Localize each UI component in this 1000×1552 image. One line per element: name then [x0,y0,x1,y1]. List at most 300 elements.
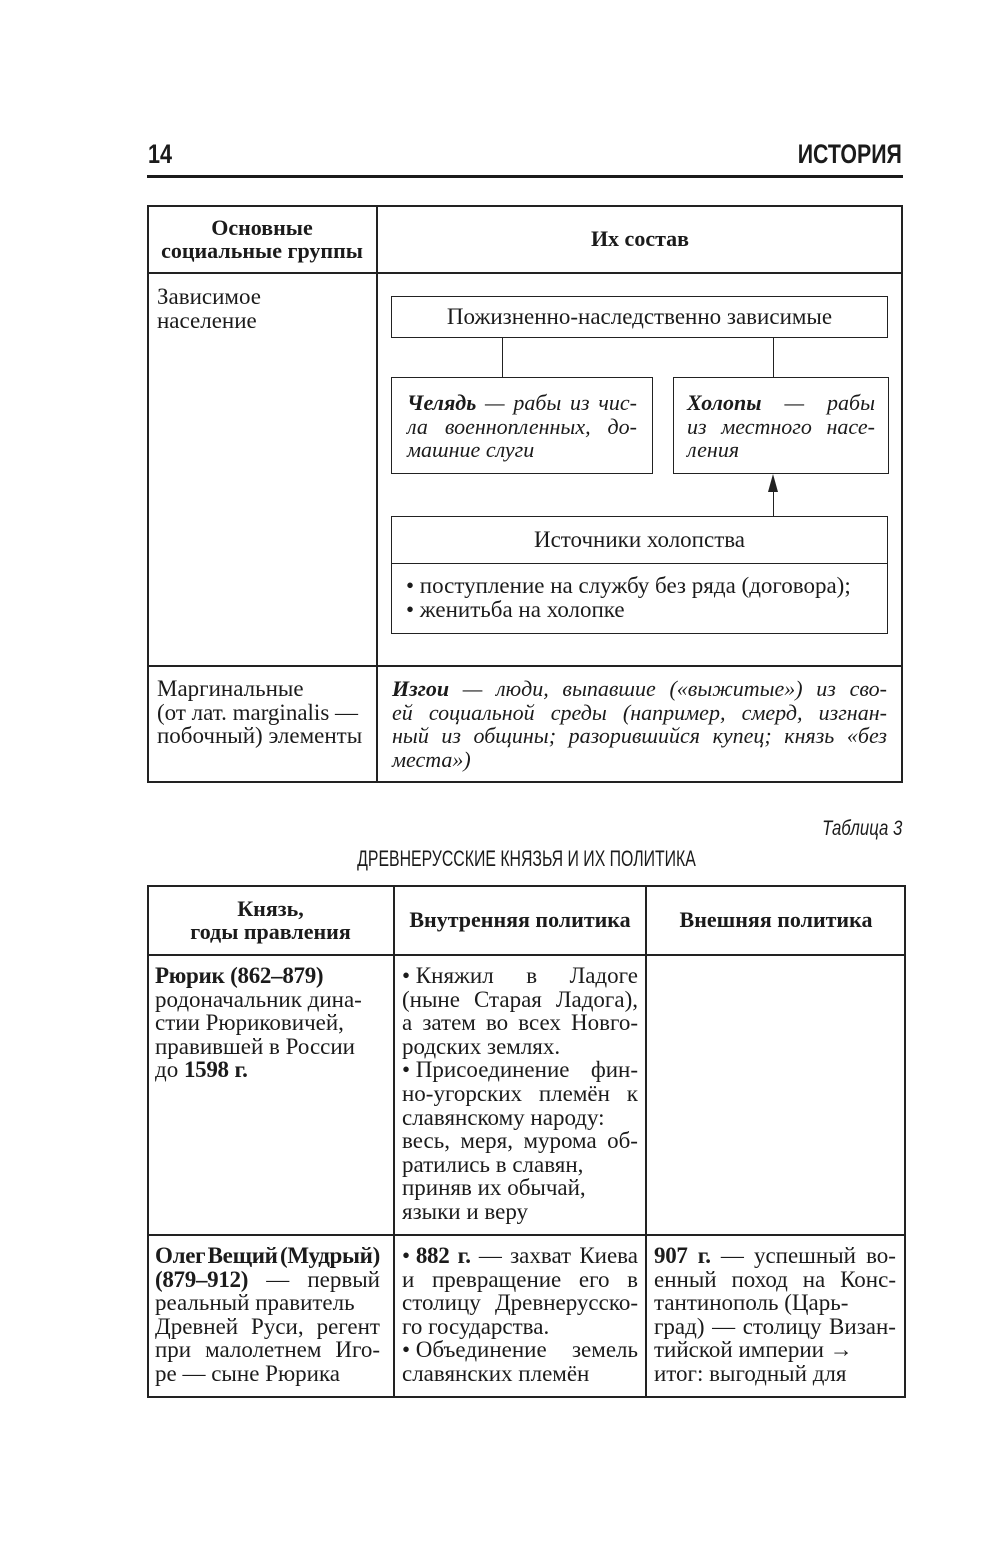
header-prince [147,885,394,955]
text-line [157,724,377,748]
word [570,391,590,415]
word [233,700,330,725]
text-line [155,1362,380,1386]
bold-term: г. [697,1243,711,1268]
text-run: без [655,573,687,598]
text-line [407,391,637,415]
text-run: выгодный [709,1360,807,1386]
text-run: а [402,1010,413,1036]
word [287,238,362,263]
word [513,391,561,415]
text-run: • Присоединение [402,1057,570,1083]
text-run: до [155,1057,179,1083]
princes-policy-table [147,885,906,1398]
word [428,1314,549,1339]
text-run: холопке [546,596,625,622]
bold-term: 1598 [183,1057,229,1083]
text-line [155,1035,380,1059]
word [572,1338,638,1362]
text-run: (Царь- [784,1290,849,1316]
group-marginal-elements [147,666,377,748]
text-line [402,1011,638,1035]
header-internal-policy: Внутренняя политика [409,907,631,932]
word [407,415,428,439]
word [402,1152,490,1177]
word [687,391,761,415]
word [230,963,323,988]
text-line [687,415,875,439]
word [569,724,700,748]
word [518,1361,589,1386]
text-run: ряда [691,573,736,598]
text-line [157,677,377,701]
word [211,215,313,240]
word [627,1268,638,1292]
connector-line [502,338,504,377]
word [392,701,413,725]
word [392,724,429,748]
text-run: насе- [826,413,875,439]
text-run: ла [407,413,428,439]
text-run: — [720,1243,744,1268]
prince-cell [147,955,394,1082]
word [654,1337,733,1362]
text-run: (от [157,699,186,725]
text-run: его [578,1266,610,1292]
text-run: племён [518,1360,590,1386]
text-run: ре [155,1360,177,1386]
text-run: Ладоге [569,963,638,988]
text-run: их [477,1175,502,1201]
table-caption: Таблица 3 [821,817,902,840]
word [463,677,483,701]
text-run: из [441,723,461,749]
word [155,1244,205,1268]
bold-term: Челядь [407,390,477,415]
text-run: град) [654,1313,705,1339]
word [157,676,304,701]
word [709,1361,807,1386]
bold-term: Изгои [392,676,450,701]
text-run: во [485,1010,509,1036]
internal-policy-cell [394,955,646,1224]
word [155,1315,238,1339]
text-line [392,701,887,725]
text-run: го [402,1313,423,1339]
text-run: обычай, [507,1175,586,1201]
text-run: социальной [428,699,535,725]
text-run: веру [484,1198,529,1224]
word [155,1290,249,1315]
diagram-box-kholopy [673,377,889,474]
word [486,1011,508,1035]
bold-term: 907 [654,1243,688,1268]
word [803,1268,826,1292]
word [466,1199,478,1224]
word [478,1175,502,1200]
word [441,724,461,748]
word [654,1315,705,1339]
text-run: слуги [485,437,535,463]
word [422,1011,476,1035]
word [827,391,875,415]
text-run: Рюрика [265,1360,340,1386]
word [486,437,534,462]
text-run: рабы [513,390,562,415]
text-run: ей [392,699,413,725]
text-line [237,897,304,921]
text-run: военнопленных, [444,413,591,439]
bold-term: Рюрик [155,963,225,988]
text-run: фин- [590,1057,638,1083]
text-run: родоначальник [155,986,302,1012]
word [432,1268,561,1292]
section-title: ИСТОРИЯ [797,139,902,169]
external-policy-cell [646,1235,906,1386]
word [402,1361,513,1386]
arrow-shaft [773,490,775,516]
word [507,1175,586,1200]
word [474,988,542,1012]
text-run: но-угорских [402,1080,523,1106]
word [721,415,812,439]
text-line [402,1176,638,1200]
text-line [687,391,875,415]
text-run: места») [392,746,471,772]
word [623,701,726,725]
social-groups-table [147,205,903,783]
text-run: регент [316,1313,380,1339]
group-dependent-population [147,273,377,332]
text-run: социальные [161,238,282,263]
text-run: население [157,307,257,333]
word [402,1129,450,1153]
word [518,597,541,622]
word [192,700,227,725]
text-run: • Княжил [402,963,494,988]
text-line [157,285,377,309]
word [407,391,476,415]
word [208,1244,278,1268]
text-run: Визан- [829,1313,896,1339]
word [402,1291,481,1315]
text-run: чис- [598,390,637,415]
text-run: сво- [849,676,887,701]
diagram-box-chelyad [391,377,653,474]
word [445,415,591,439]
text-run: и [466,1198,479,1224]
word [265,1361,340,1386]
word [402,1338,547,1362]
text-run: группы [287,238,363,263]
word [530,1105,604,1130]
text-line [402,1268,638,1292]
text-line [402,1244,638,1268]
word [155,1338,191,1362]
word [550,573,573,598]
text-line [402,1153,638,1177]
text-run: славян, [512,1151,584,1177]
bold-term: 882 [415,1243,450,1268]
diagram-box-sources [391,516,888,634]
text-line [406,598,873,622]
text-run: Иго- [335,1337,380,1363]
text-run: Ладога), [555,986,638,1012]
word [579,573,650,598]
text-line [654,1338,896,1362]
text-run: Киева [579,1243,638,1268]
word [402,1199,461,1224]
word [157,284,261,309]
word [570,964,638,988]
word [551,701,607,725]
word [155,987,302,1012]
word [654,1361,703,1386]
bold-term: Олег [155,1243,206,1268]
text-run: народу: [530,1104,605,1130]
word [742,573,851,598]
word [692,573,736,598]
word [784,724,834,748]
word [608,415,637,439]
text-run: всех [518,1010,561,1036]
word [579,1268,610,1292]
word [317,1315,380,1339]
text-run: Рюриковичей, [205,1010,344,1036]
word [244,919,351,944]
prince-cell [147,1235,394,1386]
text-run: на [802,1266,826,1292]
text-run: среды [550,699,607,725]
word [754,1244,856,1268]
text-run: купец; [712,723,772,749]
text-line [654,1244,896,1268]
sources-title: Источники холопства [533,527,746,552]
bold-term: Вещий [207,1243,278,1268]
text-line [161,239,363,263]
word [485,391,505,415]
bold-term: (Мудрый) [279,1243,380,1268]
word [742,701,803,725]
word [847,724,887,748]
text-run: из [816,676,836,701]
text-run: мурома [523,1128,597,1154]
word [731,1268,787,1292]
text-run: ления [687,437,740,463]
word [510,1244,571,1268]
text-line [157,701,377,725]
text-run: — [335,699,359,725]
word [155,1057,178,1082]
text-run: империи [738,1337,824,1363]
text-line [402,1035,638,1059]
composition-izgoi [377,666,903,771]
text-run: — [485,390,505,415]
word [184,1057,229,1082]
text-run: племён [538,1080,610,1106]
text-line [190,920,351,944]
word [402,1244,449,1268]
text-run: столицу [402,1290,481,1316]
page-number: 14 [148,139,173,169]
text-run: правитель [255,1290,355,1316]
text-line [402,1362,638,1386]
diagram-box-lifelong-dependent: Пожизненно-наследственно зависимые [391,296,888,338]
text-line [402,1129,638,1153]
word [157,700,186,725]
text-run: правившей [155,1033,264,1059]
text-run: местного [721,413,812,439]
word [607,1129,638,1153]
text-line [654,1291,896,1315]
text-run: → [829,1337,853,1363]
text-run: правления [243,919,351,944]
text-run: в [269,1033,280,1059]
text-run: князь [784,723,835,749]
text-line [654,1315,896,1339]
word [784,391,804,415]
text-run: землях. [486,1033,561,1059]
word [205,1338,321,1362]
word [307,1268,380,1292]
word [579,1244,638,1268]
text-run: люди, [496,676,549,701]
text-run: славянских [402,1360,513,1386]
word [866,1244,896,1268]
bold-term: Холопы [687,390,762,415]
text-line [406,574,873,598]
word [335,700,358,725]
header-rule [147,175,903,178]
text-run: Старая [474,986,542,1012]
bold-term: (862–879) [230,963,324,988]
word [512,1152,583,1177]
word [496,677,549,701]
word [698,1244,711,1268]
text-run: разорившийся [568,723,701,749]
text-run: побочный) [157,723,263,749]
text-line [155,964,380,988]
text-run: для [812,1360,847,1386]
text-run: дина- [307,986,362,1012]
text-run: в [526,963,538,988]
text-run: • женитьба [406,596,513,622]
word [539,1082,610,1106]
text-run: успешный [753,1243,856,1268]
word [155,1010,200,1035]
text-run: — [784,390,805,415]
text-line [155,1058,380,1082]
text-run: (например, [622,699,726,725]
word [556,988,638,1012]
word [518,1011,561,1035]
external-policy-cell [646,955,906,964]
word [402,1058,569,1082]
text-run: Маргинальные [157,676,304,701]
text-run: на [550,573,573,598]
word [829,1315,896,1339]
text-line [402,1315,638,1339]
text-run: «без [846,723,887,749]
text-run: смерд, [741,699,803,725]
word [161,238,282,263]
text-line [402,1082,638,1106]
text-run: ратились [402,1151,490,1177]
word [402,1105,525,1130]
text-line [402,1291,638,1315]
word [669,677,802,701]
text-line [392,724,887,748]
word [816,677,836,701]
word [392,747,471,772]
text-run: элементы [268,723,363,749]
text-run: из [570,390,590,415]
text-run: стии [155,1010,200,1036]
header-composition: Их состав [590,226,690,251]
word [562,677,655,701]
text-run: в [495,1151,507,1177]
text-run: Руси, [251,1313,304,1339]
word [460,1129,513,1153]
word [654,1268,717,1292]
text-run: изгнан- [818,699,887,725]
text-run: Князь, [237,895,304,921]
text-line [155,1315,380,1339]
text-run: затем [422,1010,476,1036]
text-run: («выжитые») [669,676,803,701]
word [654,1290,779,1315]
bold-term: г. [234,1057,248,1083]
text-run: тийской [654,1337,733,1363]
text-line [654,1362,896,1386]
text-run: реальный [155,1290,250,1316]
text-run: • Объединение [402,1337,547,1363]
text-run: годы [190,919,239,944]
text-run: (ныне [402,986,460,1012]
word [402,1175,472,1200]
word [487,1034,560,1059]
table-title: ДРЕВНЕРУССКИЕ КНЯЗЬЯ И ИХ ПОЛИТИКА [357,846,696,871]
word [280,1244,380,1268]
word [827,415,875,439]
word [155,1034,263,1059]
word [406,597,513,622]
text-line [402,1200,638,1224]
word [402,1034,481,1059]
text-run: России [285,1033,355,1059]
word [255,1290,354,1315]
text-run: службу [578,573,650,598]
word [591,1058,638,1082]
word [406,573,544,598]
word [687,415,707,439]
word [687,437,739,462]
word [496,1152,507,1177]
word [484,1199,528,1224]
text-run: Древней [155,1313,239,1339]
word [479,1244,502,1268]
word [429,701,535,725]
word [713,724,772,748]
text-run: на [518,596,541,622]
word [850,677,887,701]
text-run: Древнерусско- [494,1290,638,1316]
text-line [407,415,637,439]
internal-policy-cell [394,1235,646,1386]
word [458,1244,471,1268]
word [526,964,537,988]
text-line [402,1058,638,1082]
